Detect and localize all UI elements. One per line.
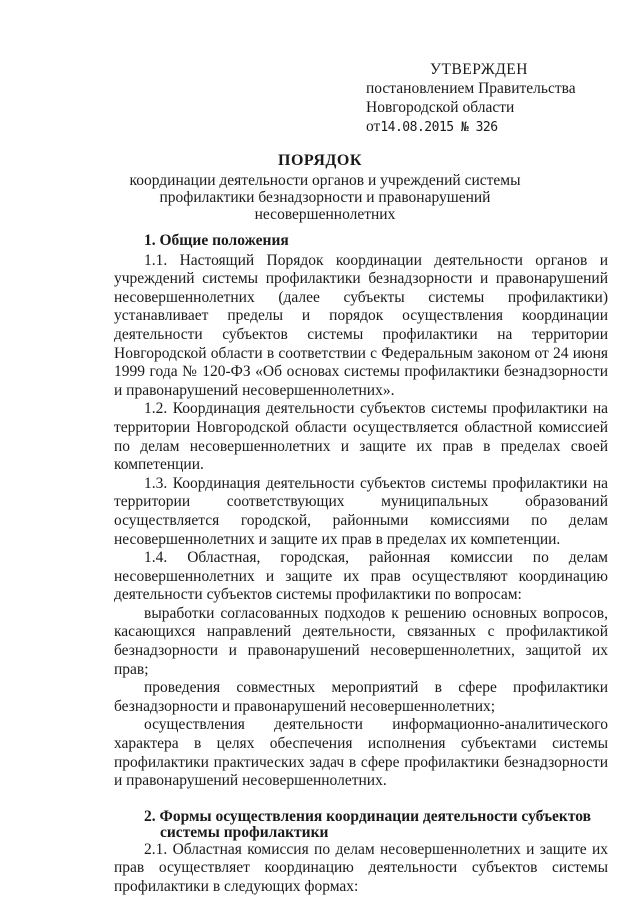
paragraph-1-4: 1.4. Областная, городская, районная комиссии по делам несовершеннолетних и защите их прав осуществляют координацию деятельности субъектов системы профилактики по вопросам: xyxy=(114,549,608,604)
paragraph-1-2: 1.2. Координация деятельности субъектов системы профилактики на территории Новгородской области осуществляется областной комиссией по делам несовершеннолетних и защите их прав в пределах своей компетенции. xyxy=(114,400,608,474)
approval-block xyxy=(366,60,616,137)
approval-date-number: 14.08.2015 № 326 xyxy=(380,120,498,135)
approval-line-2: Новгородской области xyxy=(366,99,515,116)
approval-date xyxy=(366,117,616,137)
section-2-heading-line-2: системы профилактики xyxy=(160,823,329,841)
approval-date-prefix: от xyxy=(366,118,381,135)
paragraph-1-3: 1.3. Координация деятельности субъектов системы профилактики на территории соответствующих муниципальных образований осуществляется городской, районными комиссиями по делам несовершеннолетних и защите их прав в пределах их компетенции. xyxy=(114,474,608,548)
paragraph-1-1: 1.1. Настоящий Порядок координации деятельности органов и учреждений системы профилактики безнадзорности и правонарушений несовершеннолетних (далее субъекты системы профилактики) устанавливает пределы и порядок осуществления координации деятельности субъектов системы профилактики на территории Новгородской области в соответствии с Федеральным законом от 24 июня 1999 года № 120-ФЗ «Об основах системы профилактики безнадзорности и правонарушений несовершеннолетних». xyxy=(114,251,608,399)
document-subtitle: координации деятельности органов и учреждений системы профилактики безнадзорности и правонарушений несовершеннолетних xyxy=(129,172,521,223)
document-title: ПОРЯДОК xyxy=(278,152,362,169)
approval-title: УТВЕРЖДЕН xyxy=(430,61,528,78)
paragraph-1-4-item-c: осуществления деятельности информационно-аналитического характера в целях обеспечения исполнения субъектами системы профилактики практических задач в сфере профилактики безнадзорности и правонарушений несовершеннолетних. xyxy=(114,716,608,790)
section-2-heading xyxy=(114,809,608,841)
document-body xyxy=(114,232,608,897)
section-2-heading-line-1: 2. Формы осуществления координации деятельности субъектов xyxy=(144,807,591,825)
paragraph-1-4-item-a: выработки согласованных подходов к решению основных вопросов, касающихся направлений деятельности, связанных с профилактикой безнадзорности и правонарушений несовершеннолетних, защитой их прав; xyxy=(114,604,608,678)
approval-line-1: постановлением Правительства xyxy=(366,80,576,97)
paragraph-1-4-item-b: проведения совместных мероприятий в сфере профилактики безнадзорности и правонарушений несовершеннолетних; xyxy=(114,679,608,715)
paragraph-2-1: 2.1. Областная комиссия по делам несовершеннолетних и защите их прав осуществляет координацию деятельности субъектов системы профилактики в следующих формах: xyxy=(114,840,608,895)
section-1-heading: 1. Общие положения xyxy=(144,232,289,249)
